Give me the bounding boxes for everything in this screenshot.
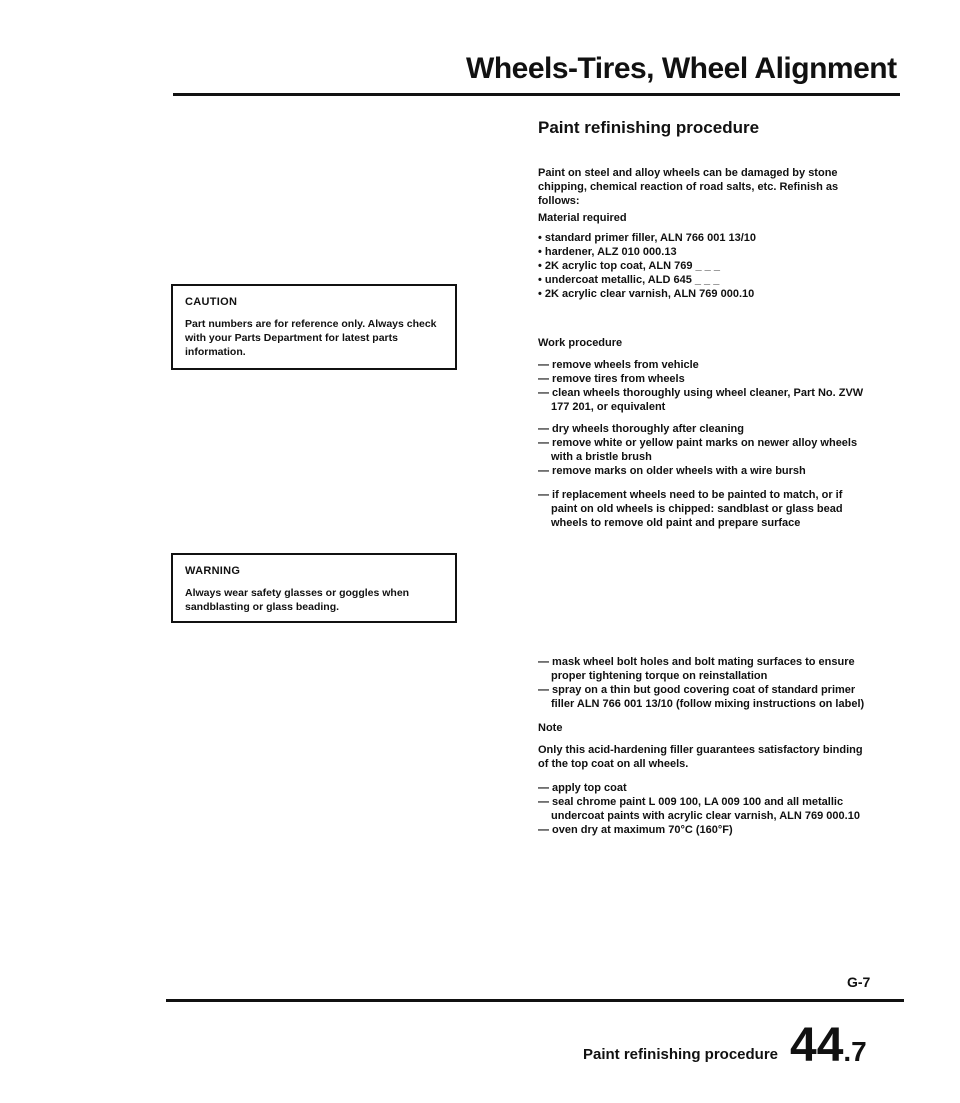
note-text: Only this acid-hardening filler guarantees satisfactory binding of the top coat on all wheels. (538, 744, 863, 770)
work-step: — remove wheels from vehicle (538, 359, 699, 371)
work-step: — mask wheel bolt holes and bolt mating surfaces to ensure proper tightening torque on reinstallation (538, 656, 855, 682)
material-item: • hardener, ALZ 010 000.13 (538, 246, 677, 258)
work-step: — if replacement wheels need to be painted to match, or if paint on old wheels is chipped: sandblast or glass bead wheels to remove old paint and prepare surface (538, 489, 843, 529)
work-procedure-section (538, 336, 868, 530)
section-title: Paint refinishing procedure (538, 118, 760, 137)
work-step: — remove tires from wheels (538, 373, 685, 385)
material-item: • undercoat metallic, ALD 645 _ _ _ (538, 274, 720, 286)
page-code: G-7 (847, 974, 871, 990)
warning-title: WARNING (185, 565, 241, 577)
material-item: • standard primer filler, ALN 766 001 13/10 (538, 232, 757, 244)
work-procedure-continued (538, 655, 868, 837)
warning-text: Always wear safety glasses or goggles when sandblasting or glass beading. (185, 587, 410, 613)
caution-text: Part numbers are for reference only. Always check with your Parts Department for latest parts information. (185, 318, 437, 358)
note-heading: Note (538, 722, 563, 734)
footer-section-number (790, 1019, 867, 1076)
footer-section-label: Paint refinishing procedure (583, 1046, 779, 1063)
work-step: — remove marks on older wheels with a wire bursh (538, 465, 806, 477)
work-heading: Work procedure (538, 337, 623, 349)
footer-rule (166, 999, 904, 1002)
work-step: — dry wheels thoroughly after cleaning (538, 423, 744, 435)
work-step: — clean wheels thoroughly using wheel cleaner, Part No. ZVW 177 201, or equivalent (538, 387, 864, 413)
intro-paragraph (538, 166, 868, 208)
caution-box (171, 284, 457, 370)
final-step: — apply top coat (538, 782, 627, 794)
material-item: • 2K acrylic top coat, ALN 769 _ _ _ (538, 260, 720, 272)
section-number-minor: .7 (843, 1036, 867, 1067)
work-step: — spray on a thin but good covering coat of standard primer filler ALN 766 001 13/10 (follow mixing instructions on label) (538, 684, 865, 710)
material-item: • 2K acrylic clear varnish, ALN 769 000.10 (538, 288, 755, 300)
page-header-title: Wheels-Tires, Wheel Alignment (466, 52, 897, 85)
final-step: — oven dry at maximum 70°C (160°F) (538, 824, 733, 836)
warning-box (171, 553, 457, 623)
materials-heading: Material required (538, 212, 627, 224)
header-rule (173, 93, 900, 96)
caution-title: CAUTION (185, 296, 238, 308)
work-step: — remove white or yellow paint marks on newer alloy wheels with a bristle brush (538, 437, 858, 463)
final-step: — seal chrome paint L 009 100, LA 009 100 and all metallic undercoat paints with acrylic clear varnish, ALN 769 000.10 (538, 796, 860, 822)
materials-section (538, 211, 868, 301)
section-number-major: 44 (790, 1019, 844, 1072)
intro-text: Paint on steel and alloy wheels can be damaged by stone chipping, chemical reaction of road salts, etc. Refinish as follows: (538, 167, 839, 207)
